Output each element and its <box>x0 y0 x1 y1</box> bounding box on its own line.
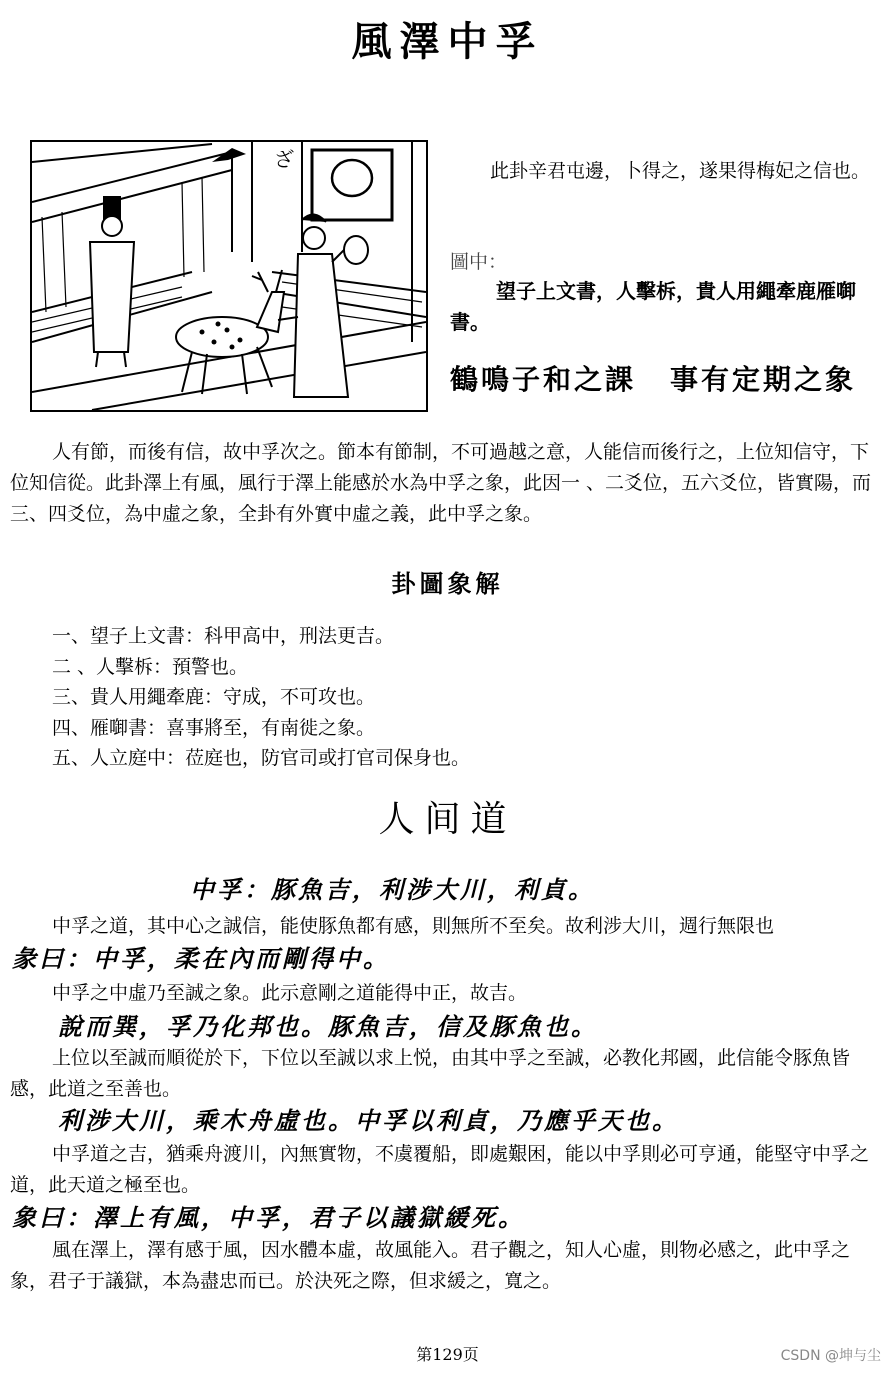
intro-paragraph: 此卦辛君屯邊，卜得之，遂果得梅妃之信也。 <box>490 160 871 182</box>
list-item: 四、雁啣書：喜事將至，有南徙之象。 <box>52 716 376 739</box>
list-item: 一、望子上文書：科甲高中，刑法更吉。 <box>52 625 395 647</box>
page-title: 風澤中孚 <box>351 18 544 65</box>
commentary-1 <box>10 911 880 942</box>
commentary-text: 中孚之中虛乃至誠之象。此示意剛之道能得中正，故吉。 <box>52 982 528 1004</box>
commentary-text: 中孚之道，其中心之誠信，能使豚魚都有感，則無所不至矣。故利涉大川，週行無限也 <box>52 915 775 937</box>
interpretation-list <box>52 621 470 774</box>
watermark: CSDN @坤与尘 <box>780 1348 881 1364</box>
ke-right: 事有定期之象 <box>670 363 857 396</box>
verse-judgment: 中孚：豚魚吉，利涉大川，利貞。 <box>190 875 595 904</box>
list-item: 二 、人擊柝：預警也。 <box>52 655 249 678</box>
figure-label: 圖中： <box>450 251 508 273</box>
sign-glyph: ざ <box>274 147 294 171</box>
overview-text: 人有節，而後有信，故中孚次之。節本有節制，不可過越之意，人能信而後行之，上位知信守，下位知信從。此卦澤上有風，風行于澤上能感於水為中孚之象，此因一 、二爻位，五六爻位，皆實陽，而三、四爻位，為中虛之象，全卦有外實中虛之義，此中孚之象。 <box>10 441 872 525</box>
overview-paragraph <box>10 437 880 530</box>
commentary-text: 風在澤上，澤有感于風，因水體本虛，故風能入。君子觀之，知人心虛，則物必感之，此中孚之象，君子于議獄，本為盡忠而已。於決死之際，但求緩之，寬之。 <box>10 1239 851 1292</box>
section-title: 卦圖象解 <box>391 569 504 598</box>
verse-tuan-2: 說而巽，孚乃化邦也。豚魚吉，信及豚魚也。 <box>58 1012 598 1041</box>
commentary-4 <box>10 1139 880 1201</box>
commentary-5 <box>10 1235 880 1297</box>
verse-tuan: 彖曰：中孚，柔在內而剛得中。 <box>12 944 390 973</box>
verse-tuan-3: 利涉大川，乘木舟虛也。中孚以利貞，乃應乎天也。 <box>58 1106 679 1135</box>
hexagram-illustration <box>30 140 428 412</box>
chapter-title: 人间道 <box>378 799 517 840</box>
list-item: 五、人立庭中：莅庭也，防官司或打官司保身也。 <box>52 747 471 769</box>
commentary-text: 中孚道之吉，猶乘舟渡川，內無實物，不虞覆船，即處艱困，能以中孚則必可亨通，能堅守中孚之道，此天道之極至也。 <box>10 1143 870 1196</box>
verse-xiang: 象曰：澤上有風，中孚，君子以議獄緩死。 <box>12 1203 525 1232</box>
page-number: 第129页 <box>416 1345 479 1364</box>
ke-left: 鶴鳴子和之課 <box>450 363 637 396</box>
list-item: 三、貴人用繩牽鹿：守成，不可攻也。 <box>52 686 376 708</box>
intro-text <box>448 156 880 187</box>
woodcut-drawing <box>32 142 426 410</box>
commentary-3 <box>10 1043 880 1105</box>
commentary-2 <box>10 978 880 1009</box>
commentary-text: 上位以至誠而順從於下，下位以至誠以求上悦，由其中孚之至誠，必教化邦國，此信能令豚魚皆感，此道之至善也。 <box>10 1047 851 1100</box>
figure-description: 望子上文書，人擊柝，貴人用繩牽鹿雁啣書。 <box>450 279 856 334</box>
ke-heading <box>450 360 856 400</box>
